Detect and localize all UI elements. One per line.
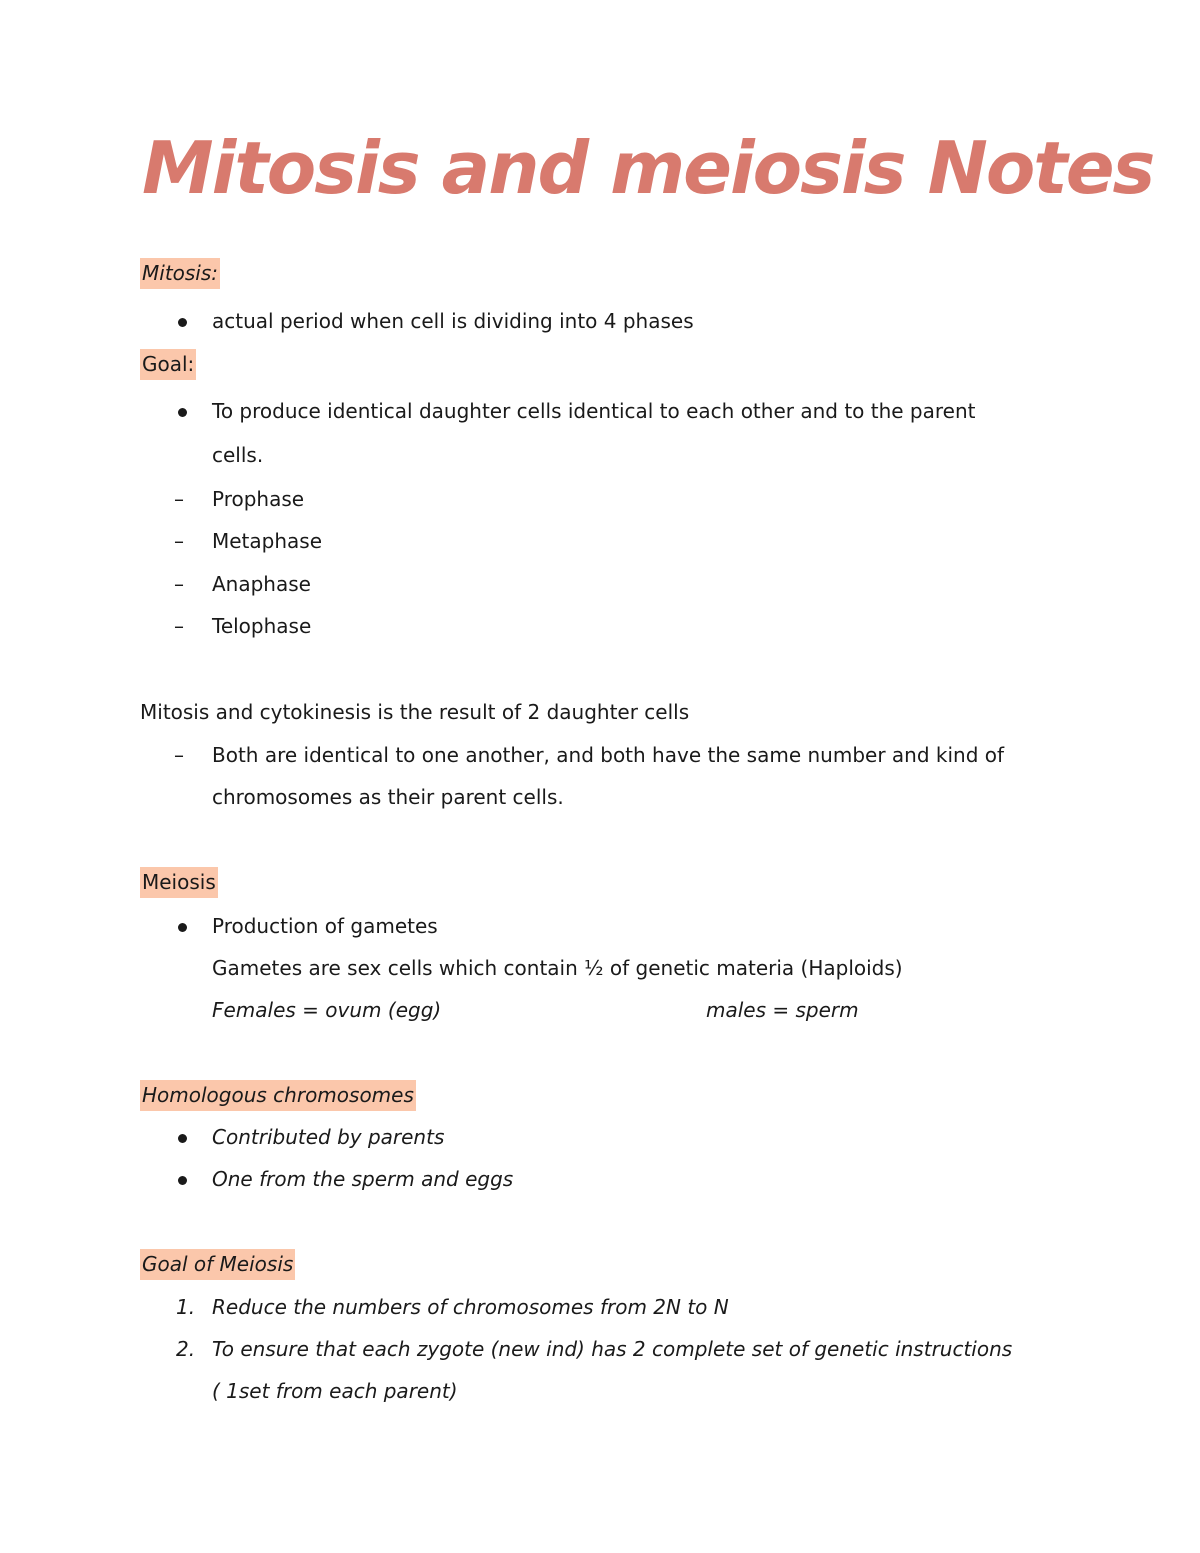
goal-bullet-line1: To produce identical daughter cells identical to each other and to the parent	[212, 399, 976, 423]
goal-of-meiosis-item2-line2: ( 1set from each parent)	[212, 1379, 458, 1403]
bullet-icon	[178, 408, 187, 417]
list-number: 1.	[176, 1295, 196, 1319]
phase-item: Anaphase	[212, 572, 311, 596]
cytokinesis-text: Mitosis and cytokinesis is the result of 2 daughter cells	[140, 700, 690, 724]
list-number: 2.	[176, 1337, 196, 1361]
meiosis-bullet: Production of gametes	[212, 914, 438, 938]
phase-item: Telophase	[212, 614, 312, 638]
dash-icon: –	[174, 529, 184, 553]
dash-icon: –	[174, 614, 184, 638]
goal-of-meiosis-item: To ensure that each zygote (new ind) has 2 complete set of genetic instructions	[212, 1337, 1013, 1361]
dash-icon: –	[174, 743, 184, 767]
bullet-icon	[178, 923, 187, 932]
goal-of-meiosis-heading	[140, 1254, 295, 1274]
page-title: Mitosis and meiosis Notes	[142, 126, 1154, 210]
dash-icon: –	[174, 572, 184, 596]
homologous-bullet: One from the sperm and eggs	[212, 1167, 514, 1191]
mitosis-heading-label: Mitosis:	[140, 258, 220, 289]
phase-item: Metaphase	[212, 529, 323, 553]
bullet-icon	[178, 1176, 187, 1185]
cytokinesis-dash-line2: chromosomes as their parent cells.	[212, 785, 564, 809]
bullet-icon	[178, 1134, 187, 1143]
goal-of-meiosis-item: Reduce the numbers of chromosomes from 2N to N	[212, 1295, 729, 1319]
phase-item: Prophase	[212, 487, 305, 511]
homologous-heading-label: Homologous chromosomes	[140, 1080, 416, 1111]
goal-heading-label: Goal:	[140, 349, 196, 380]
goal-bullet-line2: cells.	[212, 443, 264, 467]
meiosis-females: Females = ovum (egg)	[212, 998, 442, 1022]
meiosis-heading	[140, 872, 218, 892]
mitosis-heading	[140, 263, 220, 283]
homologous-heading	[140, 1085, 416, 1105]
meiosis-heading-label: Meiosis	[140, 867, 218, 898]
bullet-icon	[178, 318, 187, 327]
goal-heading	[140, 354, 196, 374]
meiosis-males: males = sperm	[706, 998, 859, 1022]
meiosis-detail: Gametes are sex cells which contain ½ of genetic materia (Haploids)	[212, 956, 903, 980]
homologous-bullet: Contributed by parents	[212, 1125, 445, 1149]
goal-of-meiosis-heading-label: Goal of Meiosis	[140, 1249, 295, 1280]
mitosis-bullet: actual period when cell is dividing into 4 phases	[212, 309, 694, 333]
dash-icon: –	[174, 487, 184, 511]
cytokinesis-dash-line1: Both are identical to one another, and both have the same number and kind of	[212, 743, 1005, 767]
